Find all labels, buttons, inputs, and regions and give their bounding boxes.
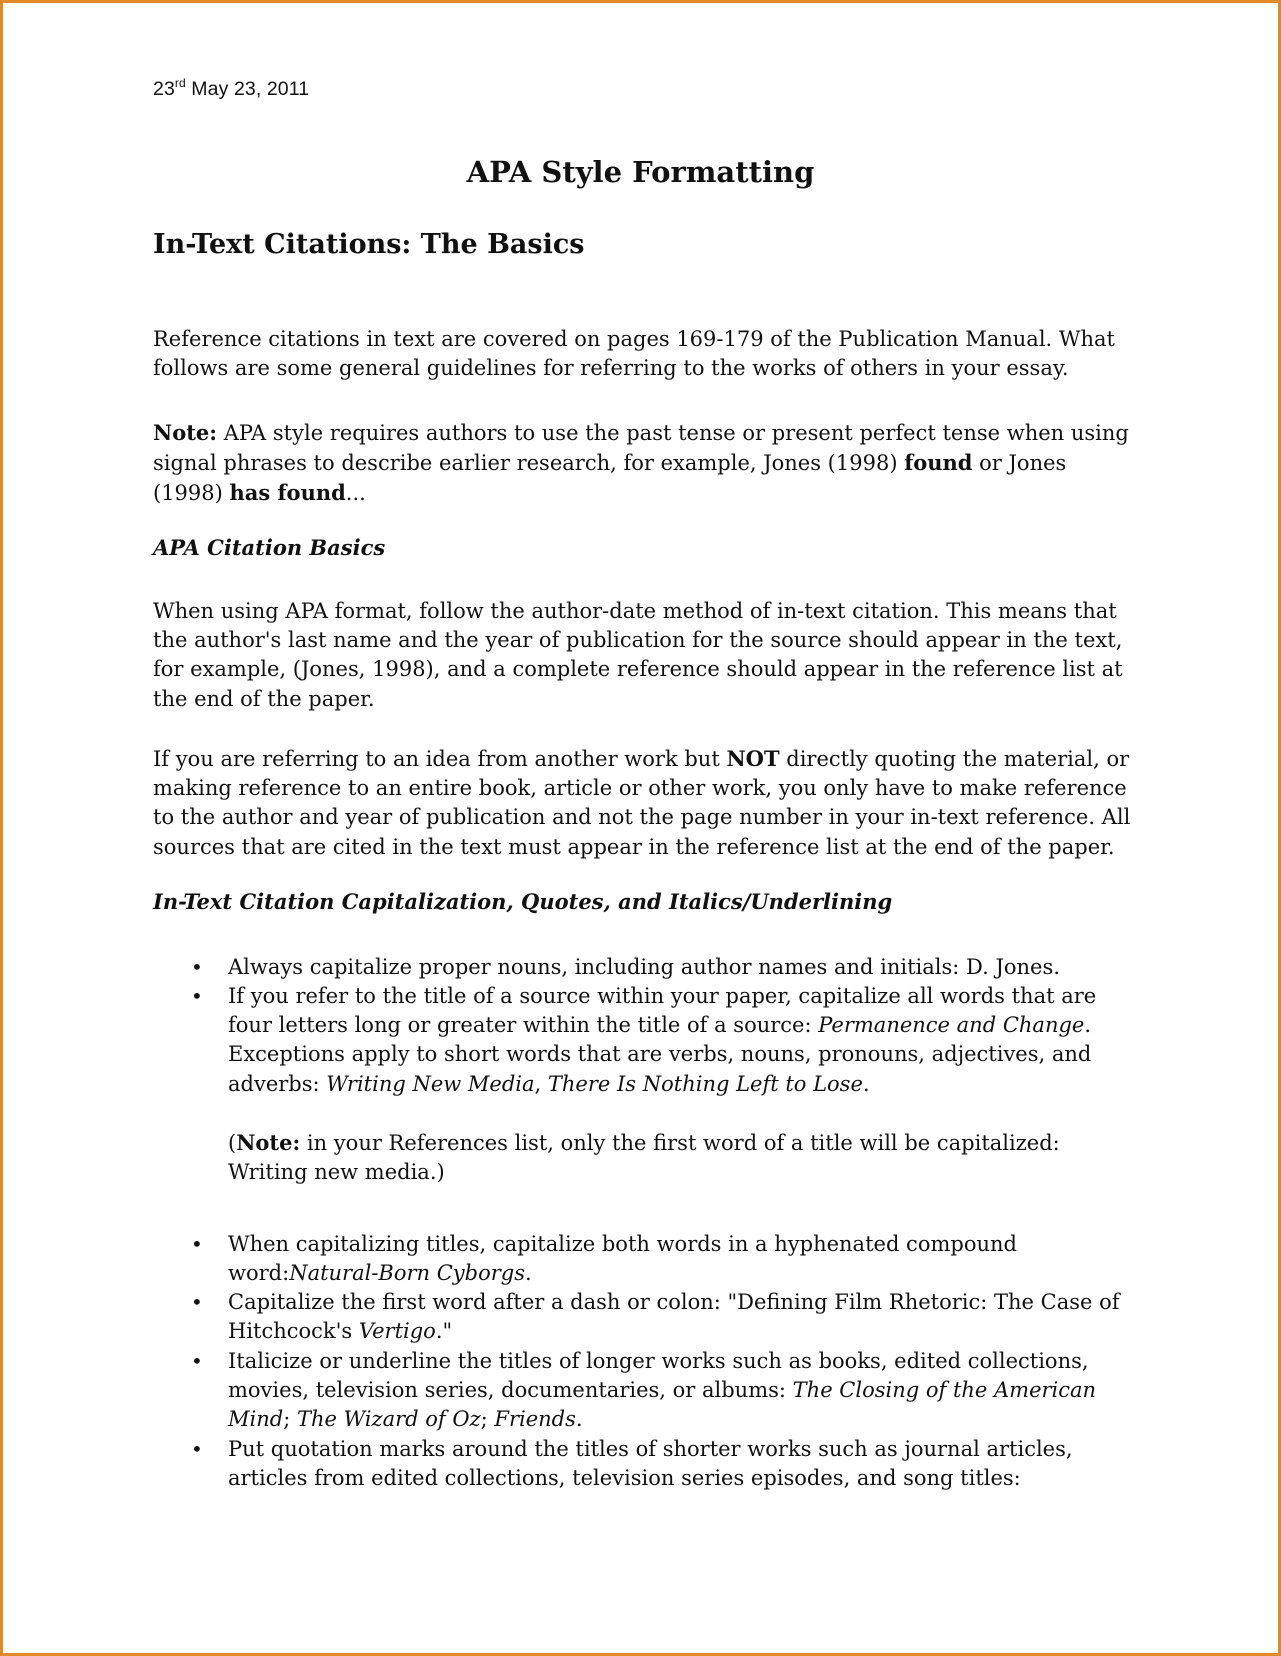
bullet-text [228, 1230, 1017, 1288]
bullet-2-line-2 [228, 1011, 1096, 1040]
bullet-text [228, 1288, 1120, 1346]
bullet-2-line-2-tail: . [1084, 1013, 1092, 1038]
note-line-1-text: APA style requires authors to use the past tense or present perfect tense when using [217, 421, 1129, 445]
bullet-2-line-3: Exceptions apply to short words that are verbs, nouns, pronouns, adjectives, and [228, 1042, 1092, 1067]
bullet-4-line-2 [228, 1317, 1120, 1346]
bullet-3-line-1: When capitalizing titles, capitalize both words in a hyphenated compound [228, 1232, 1017, 1256]
note-line-3 [153, 478, 1153, 508]
basics-line-3: for example, (Jones, 1998), and a complete reference should appear in the reference list at [153, 657, 1123, 682]
basics-paragraph [153, 597, 1153, 714]
bullet-text [228, 953, 1060, 982]
note-label: Note: [153, 420, 218, 445]
note-line-2-tail: or Jones [972, 451, 1067, 476]
bullet-2-note [228, 1128, 1060, 1187]
date-day: 23 [153, 78, 175, 100]
bullet-5-line-2 [228, 1376, 1096, 1405]
bullet-3-line-2-text: word: [228, 1261, 290, 1286]
caps-heading: In-Text Citation Capitalization, Quotes, and Italics/Underlining [153, 889, 893, 914]
document-title: APA Style Formatting [466, 155, 815, 189]
date-suffix: rd [174, 76, 186, 90]
note-line-1 [153, 418, 1153, 448]
basics-line-4: the end of the paper. [153, 686, 375, 711]
referring-line-1 [153, 744, 1153, 774]
bullet-icon: • [191, 1349, 203, 1373]
bullet-5-line-3-sep-1: ; [283, 1407, 297, 1432]
bullet-4-line-2-tail: ." [435, 1319, 453, 1344]
bullet-5-line-3-italic-3: Friends [494, 1407, 576, 1432]
bullet-text [228, 1347, 1096, 1435]
bullet-5-line-2-italic: The Closing of the American [792, 1378, 1097, 1403]
bullet-2-line-4-tail: . [862, 1071, 870, 1096]
intro-line-1: Reference citations in text are covered on pages 169-179 of the Publication Manual. What [153, 327, 1115, 351]
bullet-5-line-3-tail: . [575, 1407, 583, 1432]
bullet-2-note-line-2: Writing new media.) [228, 1160, 445, 1185]
referring-line-1-tail: directly quoting the material, or [779, 747, 1130, 771]
referring-line-1-text: If you are referring to an idea from another work but [153, 747, 727, 771]
bullet-2-line-4-sep: , [534, 1071, 548, 1096]
bullet-4-line-1: Capitalize the first word after a dash or colon: "Defining Film Rhetoric: The Case of [228, 1290, 1120, 1314]
date-rest: May 23, 2011 [185, 78, 310, 100]
bullet-5-line-3-italic-1: Mind [228, 1407, 284, 1432]
note-paragraph [153, 418, 1153, 509]
bullet-icon: • [191, 1290, 203, 1314]
intro-line-2: follows are some general guidelines for referring to the works of others in your essay. [153, 356, 1069, 381]
note-line-3-tail: ... [345, 481, 366, 506]
bullet-5-line-1: Italicize or underline the titles of longer works such as books, edited collections, [228, 1349, 1089, 1373]
referring-paragraph [153, 744, 1153, 862]
bullet-icon: • [191, 1437, 203, 1461]
bullet-2-line-4 [228, 1070, 1096, 1099]
note-line-3-bold: has found [229, 480, 346, 506]
bullet-2-line-4-italic-2: There Is Nothing Left to Lose [547, 1071, 863, 1096]
bullet-2-note-open: ( [228, 1131, 237, 1155]
bullet-3-line-2-italic: Natural-Born Cyborgs [289, 1261, 526, 1286]
bullet-6-line-2: articles from edited collections, television series episodes, and song titles: [228, 1466, 1021, 1491]
bullet-5-line-3-italic-2: The Wizard of Oz [296, 1407, 481, 1432]
bullet-2-line-2-italic: Permanence and Change [818, 1013, 1085, 1038]
bullet-text [228, 982, 1096, 1099]
referring-line-2: making reference to an entire book, article or other work, you only have to make reference [153, 776, 1127, 801]
bullet-2-line-1: If you refer to the title of a source within your paper, capitalize all words that are [228, 984, 1097, 1008]
basics-line-2: the author's last name and the year of publication for the source should appear in the text, [153, 628, 1123, 653]
bullet-2-line-4-italic-1: Writing New Media [326, 1071, 535, 1096]
bullet-icon: • [191, 1232, 203, 1256]
referring-line-3: to the author and year of publication and not the page number in your in-text reference. All [153, 805, 1131, 830]
basics-line-1: When using APA format, follow the author-date method of in-text citation. This means that [153, 599, 1117, 623]
bullet-2-line-2-text: four letters long or greater within the title of a source: [228, 1013, 819, 1038]
section-heading: In-Text Citations: The Basics [153, 229, 585, 260]
bullet-2-line-4-text: adverbs: [228, 1071, 327, 1096]
bullet-3-line-2 [228, 1259, 1017, 1288]
bullet-6-line-1: Put quotation marks around the titles of shorter works such as journal articles, [228, 1437, 1073, 1461]
bullet-1-line-1: Always capitalize proper nouns, including author names and initials: D. Jones. [228, 955, 1060, 979]
bullet-2-note-label: Note: [236, 1130, 301, 1155]
bullet-4-line-2-italic: Vertigo [358, 1319, 436, 1344]
bullet-4-line-2-text: Hitchcock's [228, 1319, 359, 1344]
bullet-text [228, 1435, 1073, 1493]
bullet-5-line-3-sep-2: ; [480, 1407, 495, 1432]
note-line-3-text: (1998) [153, 481, 230, 506]
bullet-5-line-2-text: movies, television series, documentaries, or albums: [228, 1378, 793, 1403]
referring-line-1-bold: NOT [726, 746, 780, 771]
bullet-2-note-line-1-text: in your References list, only the first word of a title will be capitalized: [300, 1131, 1060, 1155]
document-date [153, 78, 309, 101]
note-line-2 [153, 448, 1153, 478]
bullet-5-line-3 [228, 1405, 1096, 1434]
bullet-icon: • [191, 955, 203, 979]
intro-paragraph [153, 325, 1153, 383]
bullet-icon: • [191, 984, 203, 1008]
basics-heading: APA Citation Basics [153, 535, 386, 560]
bullet-3-line-2-tail: . [525, 1261, 532, 1286]
note-line-2-text: signal phrases to describe earlier research, for example, Jones (1998) [153, 451, 905, 476]
bullet-2-note-line-1 [228, 1128, 1060, 1158]
note-line-2-bold: found [904, 450, 973, 476]
referring-line-4: sources that are cited in the text must appear in the reference list at the end of the paper. [153, 834, 1115, 859]
